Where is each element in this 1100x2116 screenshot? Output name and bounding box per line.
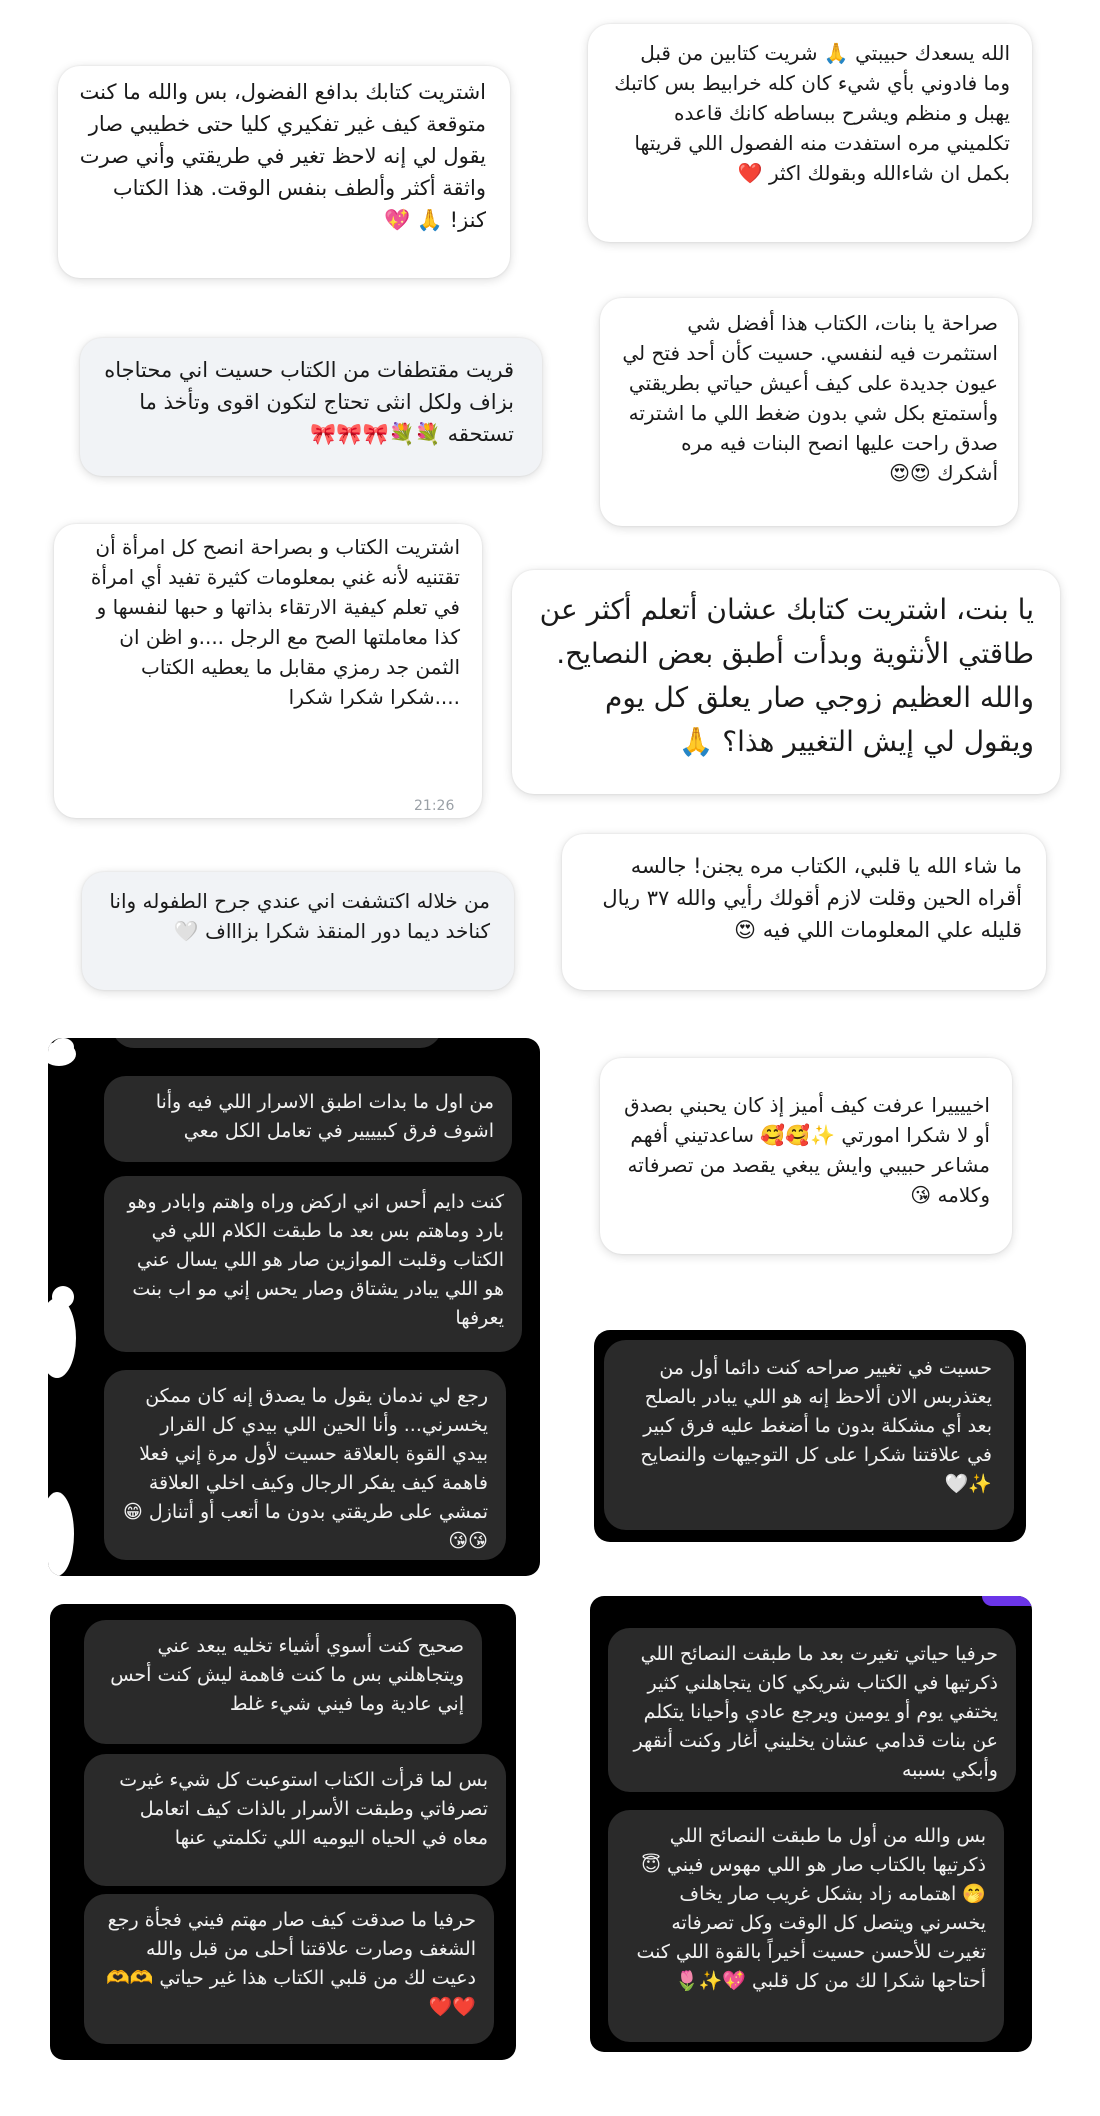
review-card-3 bbox=[600, 298, 1018, 526]
sticker-decoration bbox=[48, 1298, 76, 1378]
review-card-2 bbox=[58, 66, 510, 278]
chat-screenshot-4 bbox=[590, 1596, 1032, 2052]
chat-screenshot-3 bbox=[50, 1604, 516, 2060]
review-text: اخييييرا عرفت كيف أميز إذ كان يحبني بصدق أو لا شكرا امورتي ✨🥰🥰 ساعدتيني أفهم مشاعر حبيبي وايش يبغي يقصد من تصرفاته وكلامه 😘 bbox=[624, 1093, 990, 1207]
chat-bubble: كنت دايم أحس اني اركض وراه واهتم وابادر وهو بارد وماهتم بس بعد ما طبقت الكلام اللي في الكتاب وقلبت الموازين صار هو اللي يسال عني هو اللي يبادر يشتاق وصار يحس إني مو اب بنت يعرفها bbox=[104, 1176, 522, 1352]
chat-bubble: رجع لي ندمان يقول ما يصدق إنه كان ممكن يخسرني... وأنا الحين اللي بيدي كل القرار بيدي القوة بالعلاقة حسيت لأول مرة إني فعلا فاهمة كيف يفكر الرجال وكيف اخلي العلاقة تمشي على طريقتي بدون ما أتعب أو أتنازل 😁😘😘 bbox=[104, 1370, 506, 1560]
review-text: اشتريت الكتاب و بصراحة انصح كل امرأة أن تقتنيه لأنه غني بمعلومات كثيرة تفيد أي امرأة في تعلم كيفية الارتقاء بذاتها و حبها لنفسها و كذا معاملتها الصح مع الرجل ....و اظن ان الثمن جد رمزي مقابل ما يعطيه الكتاب ....شكرا شكرا شكرا bbox=[90, 535, 460, 709]
chat-bubble: صحيح كنت أسوي أشياء تخليه يبعد عني ويتجاهلني بس ما كنت فاهمة ليش كنت أحس إني عادية وما فيني شيء غلط bbox=[84, 1620, 482, 1744]
sticker-decoration bbox=[48, 1492, 74, 1576]
chat-bubble: بس والله من أول ما طبقت النصائح اللي ذكرتيها بالكتاب صار هو اللي مهوس فيني 😇🤭 اهتمامه زاد بشكل غريب صار يخاف يخسرني ويتصل كل الوقت وكل تصرفاته تغيرت للأحسن حسيت أخيراً بالقوة اللي كنت أحتاجها شكرا لك من كل قلبي 💖✨🌷 bbox=[608, 1810, 1004, 2042]
chat-bubble: بس لما قرأت الكتاب استوعبت كل شيء غيرت تصرفاتي وطبقت الأسرار بالذات كيف اتعامل معاه في الحياه اليوميه اللي تكلمتي عنها bbox=[84, 1754, 506, 1886]
review-card-7 bbox=[562, 834, 1046, 990]
review-text: يا بنت، اشتريت كتابك عشان أتعلم أكثر عن طاقتي الأنثوية وبدأت أطبق بعض النصايح. والله العظيم زوجي صار يعلق كل يوم ويقول لي إيش التغيير هذا؟ 🙏 bbox=[539, 593, 1034, 758]
chat-bubble: من اول ما بدات اطبق الاسرار اللي فيه وأنا اشوف فرق كبيييير في تعامل الكل معي bbox=[104, 1076, 512, 1162]
review-card-8 bbox=[82, 872, 514, 990]
review-text: من خلاله اكتشفت اني عندي جرح الطفوله وانا كناخد ديما دور المنقذ شكرا بزاااف 🤍 bbox=[109, 889, 490, 943]
accent-bar bbox=[982, 1596, 1032, 1606]
chat-bubble-partial bbox=[112, 1038, 442, 1048]
sticker-decoration bbox=[52, 1286, 74, 1308]
review-card-6 bbox=[512, 570, 1060, 794]
review-text: الله يسعدك حبيبتي 🙏 شريت كتابين من قبل وما فادوني بأي شيء كان كله خرابيط بس كاتبك يهبل و منظم ويشرح ببساطه كانك قاعده تكلميني مره استفدت منه الفصول اللي قريتها بكمل ان شاءالله وبقولك اكثر ❤️ bbox=[614, 41, 1010, 185]
review-text: صراحة يا بنات، الكتاب هذا أفضل شي استثمرت فيه لنفسي. حسيت كأن أحد فتح لي عيون جديدة على كيف أعيش حياتي بطريقتي وأستمتع بكل شي بدون ضغط اللي ما اشترته صدق راحت عليها انصح البنات فيه مره أشكرك 😍😍 bbox=[622, 311, 998, 485]
chat-bubble: حسيت في تغيير صراحه كنت دائما أول من يعتذربس الان ألاحظ إنه هو اللي يبادر بالصلح بعد أي مشكلة بدون ما أضغط عليه فرق كبير في علاقتنا شكرا على كل التوجيهات والنصايح ✨🤍 bbox=[604, 1340, 1014, 1530]
review-card-1 bbox=[588, 24, 1032, 242]
review-card-5 bbox=[54, 524, 482, 818]
message-timestamp: 21:26 bbox=[414, 798, 455, 814]
review-text: ما شاء الله يا قلبي، الكتاب مره يجنن! جالسه أقراه الحين وقلت لازم أقولك رأيي والله ٣٧ ريال قليله علي المعلومات اللي فيه 😍 bbox=[602, 854, 1022, 942]
chat-screenshot-2 bbox=[594, 1330, 1026, 1542]
chat-screenshot-1 bbox=[48, 1038, 540, 1576]
sticker-decoration bbox=[52, 1038, 74, 1056]
review-text: اشتريت كتابك بدافع الفضول، بس والله ما كنت متوقعة كيف غير تفكيري كليا حتى خطيبي صار يقول لي إنه لاحظ تغير في طريقتي وأني صرت واثقة أكثر وألطف بنفس الوقت. هذا الكتاب كنز! 🙏 💖 bbox=[79, 80, 486, 232]
review-card-9 bbox=[600, 1058, 1012, 1254]
review-text: قريت مقتطفات من الكتاب حسيت اني محتاجاه بزاف ولكل انثى تحتاج لتكون اقوى وتأخذ ما تستحقه 💐💐🎀🎀🎀 bbox=[104, 358, 514, 446]
review-card-4 bbox=[80, 338, 542, 476]
chat-bubble: حرفيا حياتي تغيرت بعد ما طبقت النصائح اللي ذكرتيها في الكتاب شريكي كان يتجاهلني كثير يختفي يوم أو يومين ويرجع عادي وأحيانا يتكلم عن بنات قدامي عشان يخليني أغار وكنت أنقهر وأبكي بسببه bbox=[608, 1628, 1016, 1792]
chat-bubble: حرفيا ما صدقت كيف صار مهتم فيني فجأة رجع الشغف وصارت علاقتنا أحلى من قبل والله دعيت لك من قلبي الكتاب هذا غير حياتي 🫶🫶❤️❤️ bbox=[84, 1894, 494, 2044]
